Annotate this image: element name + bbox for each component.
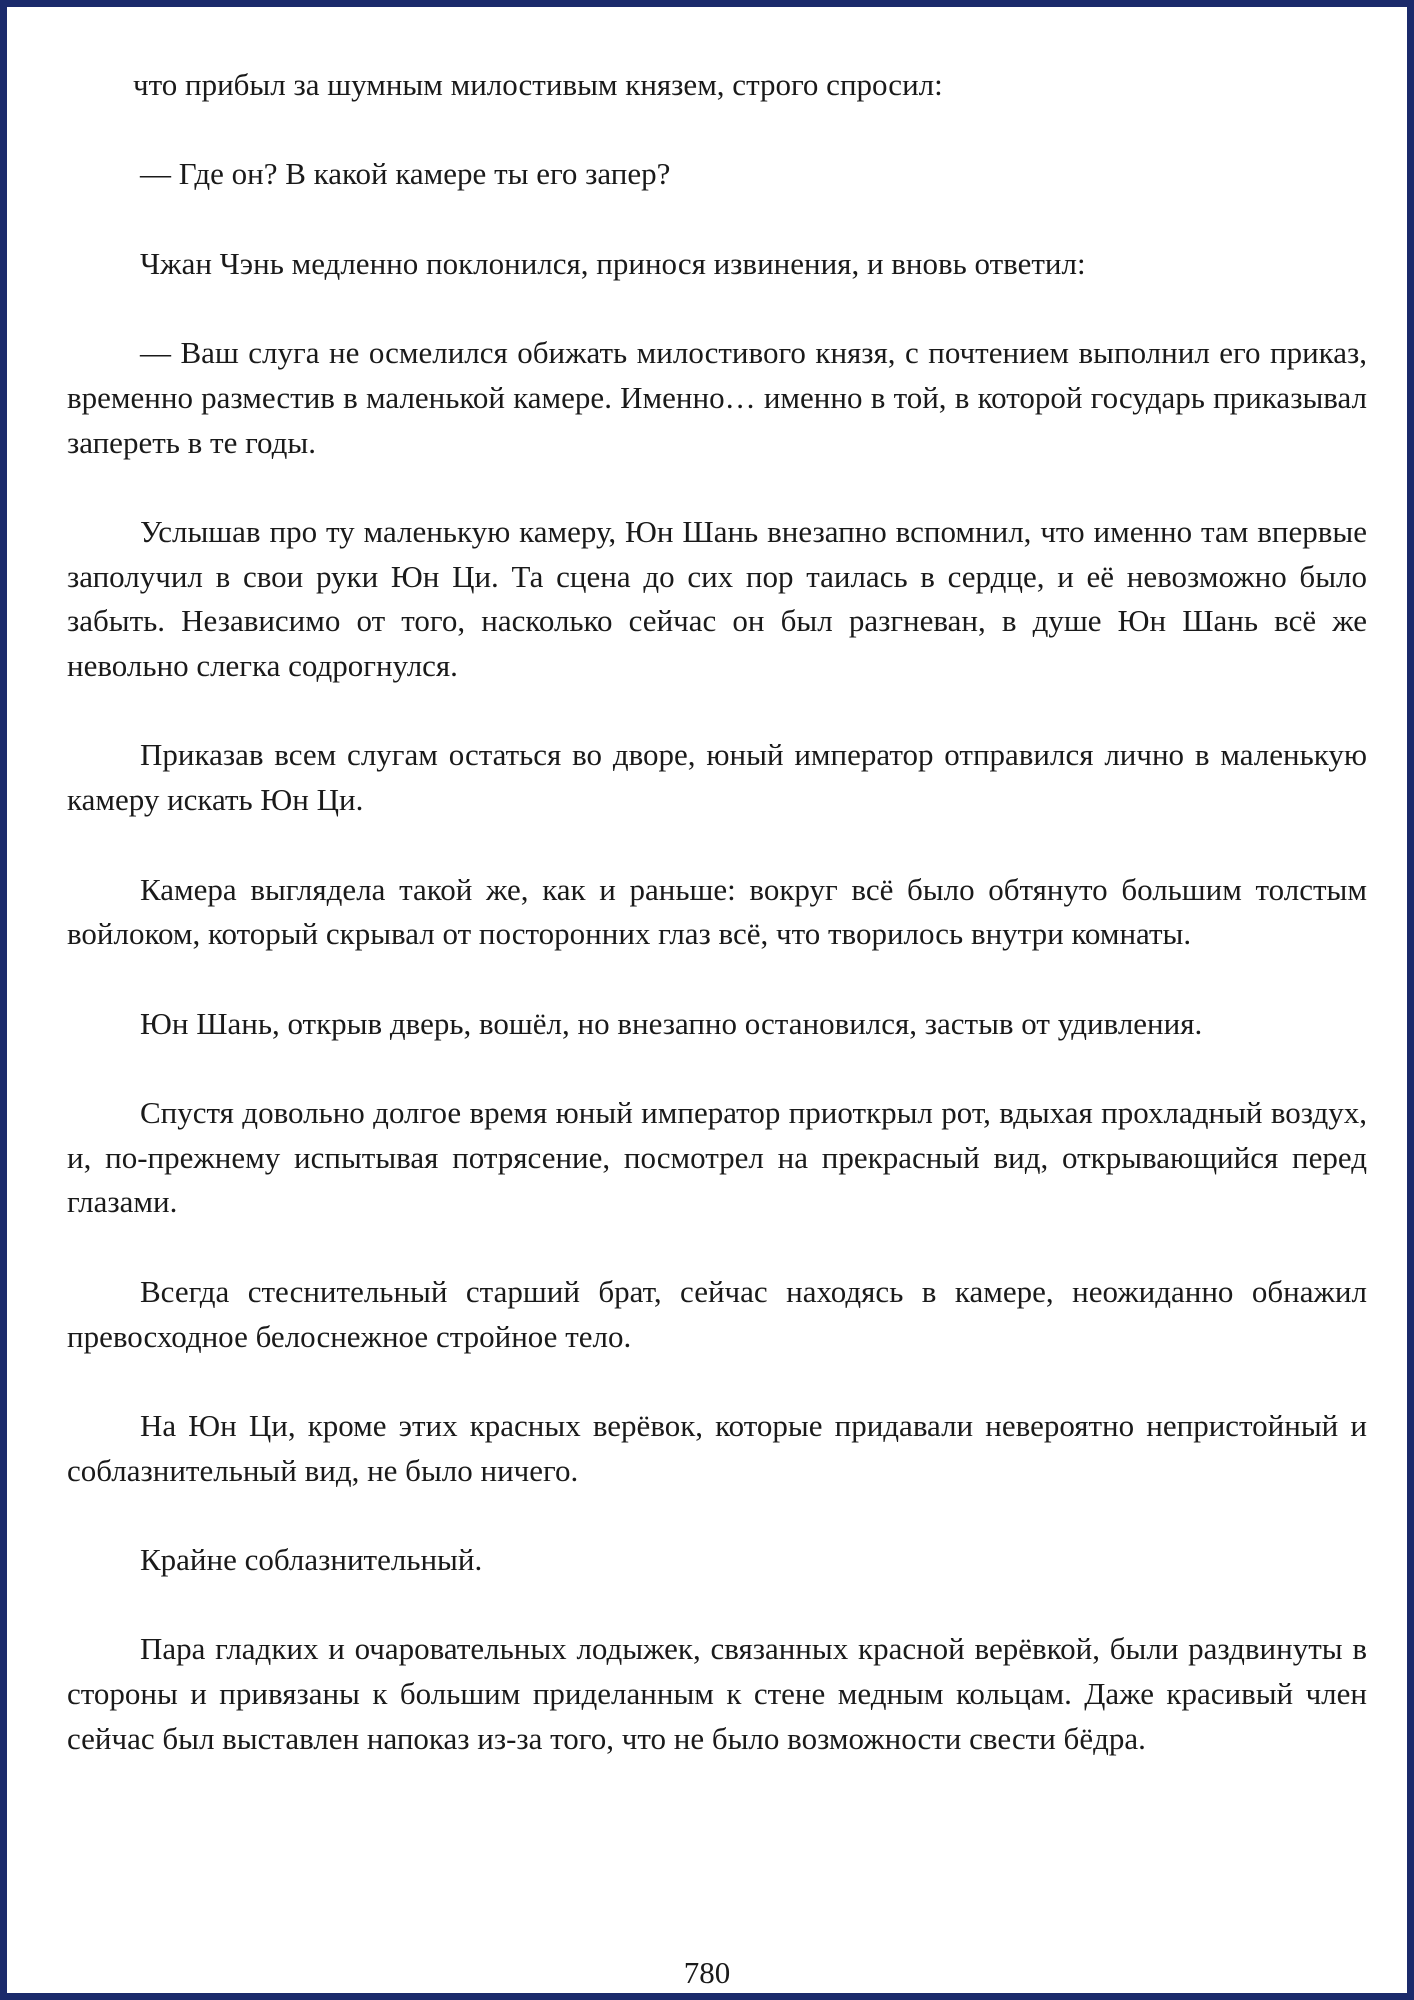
paragraph: что прибыл за шумным милостивым князем, строго спросил: [133,67,943,102]
paragraph: Крайне соблазнительный. [140,1542,483,1578]
paragraph: Всегда стеснительный старший брат, сейчас находясь в камере, неожиданно обнажил превосходное белоснежное стройное тело. [67,1273,1367,1354]
paragraph: Юн Шань, открыв дверь, вошёл, но внезапно остановился, застыв от удивления. [140,1005,1203,1041]
paragraph: Спустя довольно долгое время юный император приоткрыл рот, вдыхая прохладный воздух, и, по-прежнему испытывая потрясение, посмотрел на прекрасный вид, открывающийся перед глазами. [67,1095,1367,1220]
paragraph: — Где он? В какой камере ты его запер? [140,156,671,192]
page-number: 780 [683,1955,731,1990]
paragraph: — Ваш слуга не осмелился обижать милостивого князя, с почтением выполнил его приказ, временно разместив в маленькой камере. Именно… именно в той, в которой государь приказывал запереть в те годы. [67,335,1367,460]
paragraph: Камера выглядела такой же, как и раньше: вокруг всё было обтянуто большим толстым войлоком, который скрывал от посторонних глаз всё, что творилось внутри комнаты. [67,871,1367,952]
paragraph: Услышав про ту маленькую камеру, Юн Шань внезапно вспомнил, что именно там впервые заполучил в свои руки Юн Ци. Та сцена до сих пор таилась в сердце, и её невозможно было забыть. Независимо от того, насколько сейчас он был разгневан, в душе Юн Шань всё же невольно слегка содрогнулся. [67,513,1367,684]
paragraph: Пара гладких и очаровательных лодыжек, связанных красной верёвкой, были раздвинуты в стороны и привязаны к большим приделанным к стене медным кольцам. Даже красивый член сейчас был выставлен напоказ из-за того, что не было возможности свести бёдра. [67,1631,1367,1756]
paragraph: Приказав всем слугам остаться во дворе, юный император отправился лично в маленькую камеру искать Юн Ци. [67,737,1367,818]
paragraph: Чжан Чэнь медленно поклонился, принося извинения, и вновь ответил: [140,245,1086,281]
paragraph: На Юн Ци, кроме этих красных верёвок, которые придавали невероятно непристойный и соблазнительный вид, не было ничего. [67,1407,1367,1488]
page-text [67,63,1367,1806]
